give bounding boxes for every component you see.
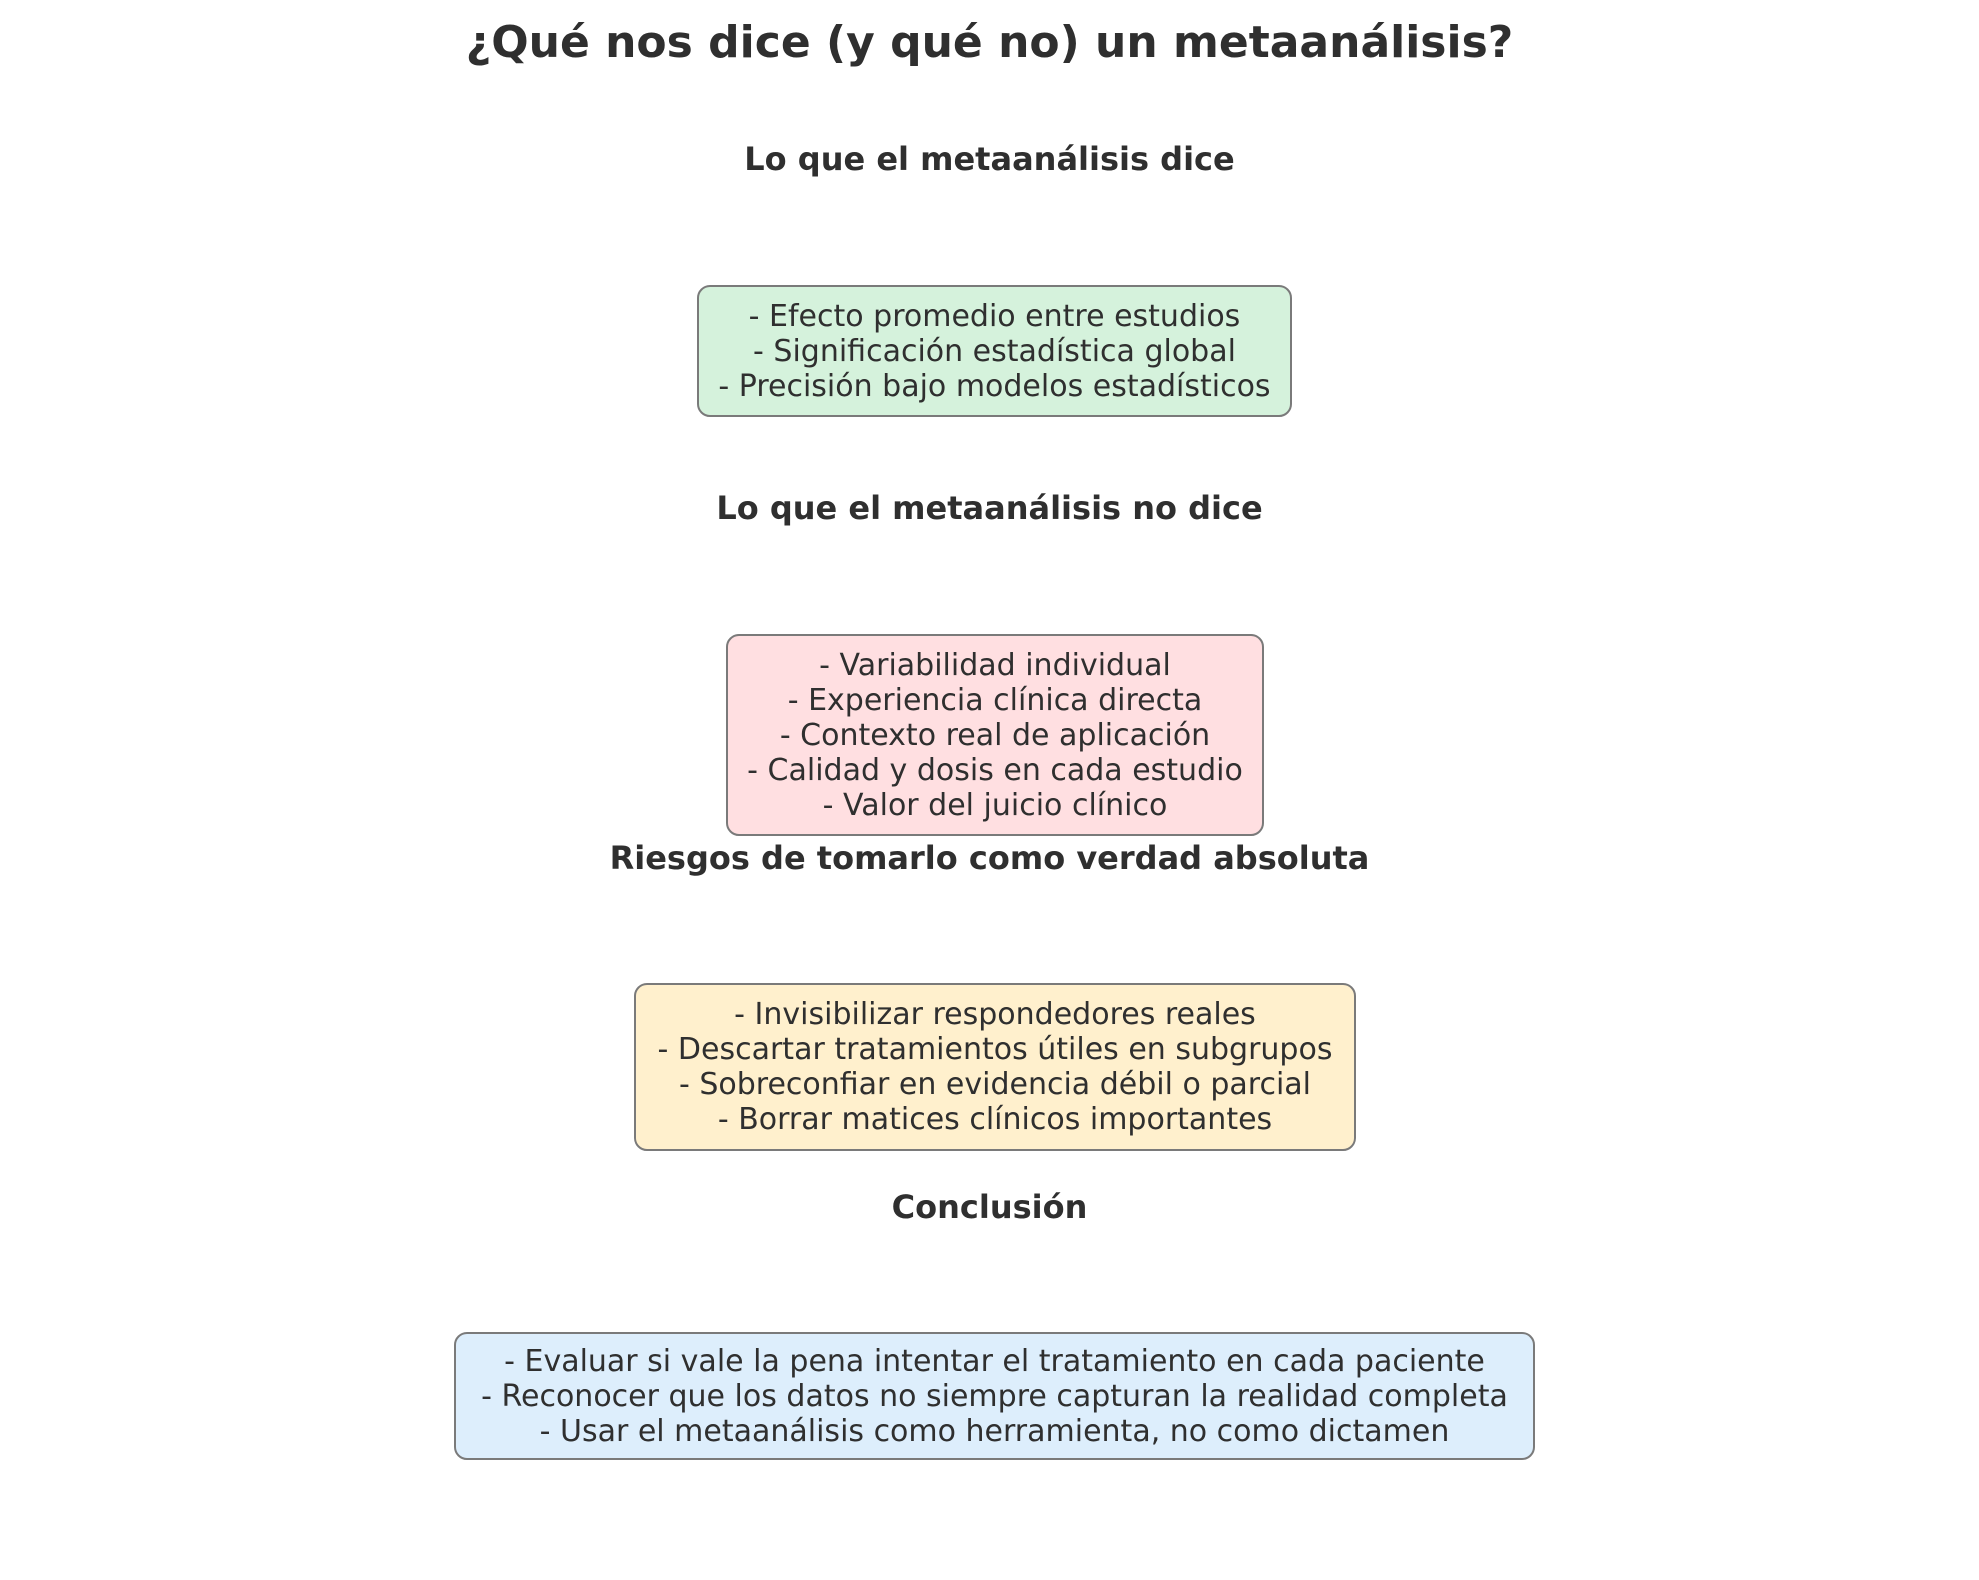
conclusion-box [454,1332,1535,1460]
section-heading-risks: Riesgos de tomarlo como verdad absoluta [609,839,1370,877]
conclusion-item: - Evaluar si vale la pena intentar el tratamiento en cada paciente [504,1343,1485,1379]
risks-box [634,983,1356,1151]
risks-item: - Invisibilizar respondedores reales [734,997,1256,1032]
not-says-item: - Variabilidad individual [819,647,1171,683]
risks-item: - Borrar matices clínicos importantes [717,1102,1273,1137]
not-says-box [726,634,1264,836]
risks-item: - Descartar tratamientos útiles en subgrupos [657,1032,1333,1067]
not-says-item: - Valor del juicio clínico [822,787,1168,823]
not-says-item: - Contexto real de aplicación [779,717,1211,753]
section-heading-conclusion: Conclusión [891,1188,1088,1226]
says-item: - Precisión bajo modelos estadísticos [718,368,1271,404]
section-heading-not-says: Lo que el metaanálisis no dice [716,489,1263,527]
risks-item: - Sobreconfiar en evidencia débil o parcial [678,1067,1312,1102]
not-says-item: - Experiencia clínica directa [787,682,1203,718]
says-item: - Efecto promedio entre estudios [748,298,1241,334]
not-says-item: - Calidad y dosis en cada estudio [747,752,1243,788]
section-heading-says: Lo que el metaanálisis dice [744,140,1235,178]
conclusion-item: - Usar el metaanálisis como herramienta, no como dictamen [539,1413,1450,1449]
says-item: - Significación estadística global [753,333,1236,369]
conclusion-item: - Reconocer que los datos no siempre capturan la realidad completa [481,1378,1508,1414]
says-box [697,285,1292,417]
page-title: ¿Qué nos dice (y qué no) un metaanálisis? [465,17,1514,68]
